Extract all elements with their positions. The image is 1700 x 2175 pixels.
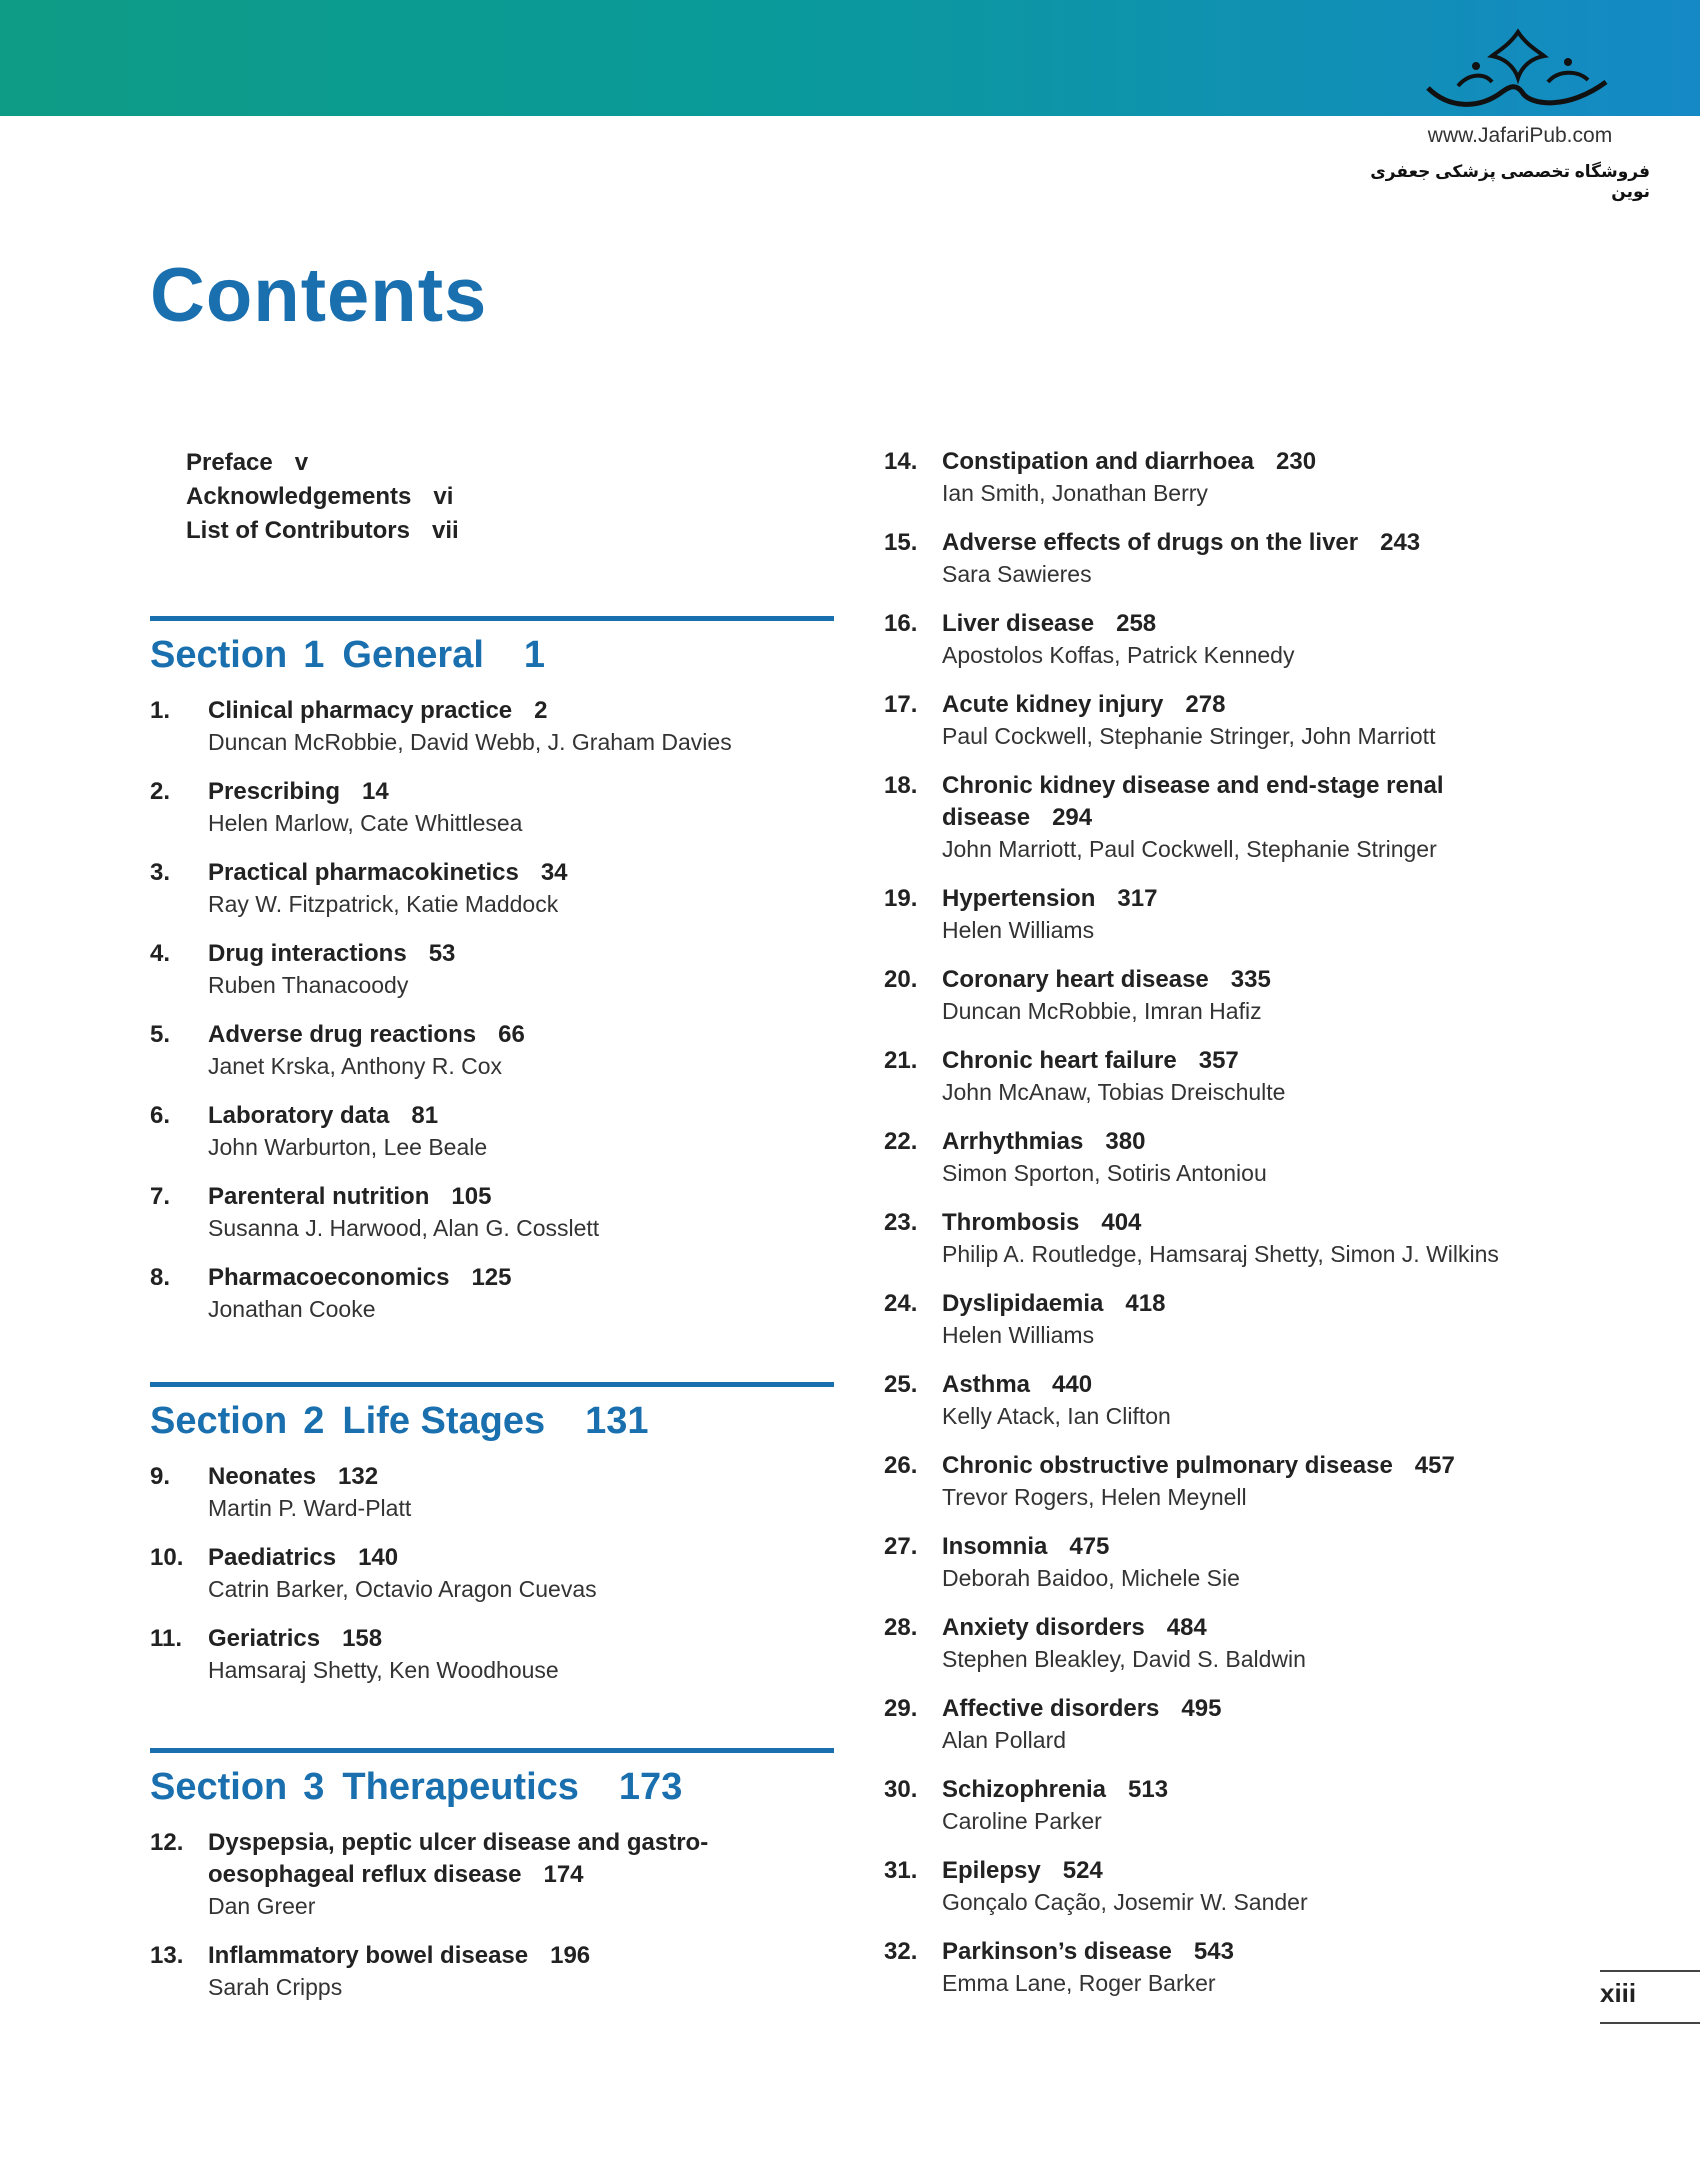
chapter-title: Epilepsy	[942, 1857, 1041, 1884]
chapter-page: 484	[1166, 1614, 1207, 1641]
chapter-authors: Ray W. Fitzpatrick, Katie Maddock	[208, 891, 559, 917]
chapter-entry[interactable]	[150, 1542, 834, 1605]
chapter-title-line: Dyspepsia, peptic ulcer disease and gastro-	[208, 1829, 709, 1856]
chapter-page: 543	[1193, 1938, 1234, 1965]
front-matter-item[interactable]	[186, 514, 459, 548]
chapter-entry[interactable]	[150, 1940, 834, 2003]
chapter-page: 196	[550, 1942, 591, 1969]
chapter-page: 513	[1128, 1776, 1169, 1803]
chapter-page: 258	[1116, 610, 1157, 637]
chapter-authors: Apostolos Koffas, Patrick Kennedy	[942, 642, 1295, 668]
chapter-number: 10.	[150, 1544, 184, 1571]
chapter-number: 32.	[884, 1938, 918, 1965]
chapter-page: 457	[1414, 1452, 1455, 1479]
chapter-title: Acute kidney injury	[942, 691, 1164, 718]
chapter-authors: Duncan McRobbie, Imran Hafiz	[942, 998, 1262, 1024]
chapter-title: Prescribing	[208, 778, 341, 805]
chapter-number: 3.	[150, 859, 171, 886]
front-matter-item[interactable]	[186, 446, 459, 480]
chapter-title: Drug interactions	[208, 940, 407, 967]
chapter-page: 2	[534, 697, 548, 724]
chapter-number: 6.	[150, 1102, 171, 1129]
section-divider	[150, 1382, 834, 1387]
chapter-title: oesophageal reflux disease	[208, 1861, 522, 1888]
chapter-title: Paediatrics	[208, 1544, 337, 1571]
chapter-page: 230	[1276, 448, 1317, 475]
chapter-entry[interactable]	[150, 1181, 834, 1244]
chapter-number: 15.	[884, 529, 918, 556]
chapter-entry[interactable]	[884, 689, 1604, 752]
chapter-page: 524	[1062, 1857, 1103, 1884]
chapter-title: Thrombosis	[942, 1209, 1080, 1236]
chapter-authors: Trevor Rogers, Helen Meynell	[942, 1484, 1247, 1510]
section-page: 1	[523, 634, 546, 676]
chapter-authors: Emma Lane, Roger Barker	[942, 1970, 1216, 1996]
section-divider	[150, 616, 834, 621]
publisher-logo	[1418, 26, 1618, 121]
chapter-entry[interactable]	[884, 446, 1604, 509]
front-matter-item[interactable]	[186, 480, 459, 514]
chapter-page: 53	[428, 940, 456, 967]
chapter-title: Laboratory data	[208, 1102, 390, 1129]
chapter-number: 17.	[884, 691, 918, 718]
chapter-page: 81	[411, 1102, 439, 1129]
chapter-authors: Susanna J. Harwood, Alan G. Cosslett	[208, 1215, 600, 1241]
chapter-authors: John Marriott, Paul Cockwell, Stephanie Stringer	[942, 836, 1437, 862]
chapter-entry[interactable]	[150, 695, 834, 758]
chapter-number: 14.	[884, 448, 918, 475]
chapter-entry[interactable]	[884, 1369, 1604, 1432]
section-heading[interactable]	[150, 1393, 834, 1449]
chapter-authors: Hamsaraj Shetty, Ken Woodhouse	[208, 1657, 559, 1683]
chapter-entry[interactable]	[884, 1288, 1604, 1351]
chapter-authors: Jonathan Cooke	[208, 1296, 376, 1322]
chapter-title: Geriatrics	[208, 1625, 321, 1652]
chapter-entry[interactable]	[884, 1774, 1604, 1837]
chapter-number: 18.	[884, 772, 918, 799]
chapter-number: 11.	[150, 1625, 183, 1652]
chapter-page: 243	[1380, 529, 1421, 556]
page-number-rule	[1600, 1970, 1700, 1972]
chapter-number: 28.	[884, 1614, 918, 1641]
section-2	[150, 1382, 834, 1704]
section-name: General	[342, 634, 484, 676]
chapter-authors: Martin P. Ward-Platt	[208, 1495, 412, 1521]
chapter-authors: John McAnaw, Tobias Dreischulte	[942, 1079, 1286, 1105]
chapter-title: Parkinson’s disease	[942, 1938, 1172, 1965]
chapter-authors: Duncan McRobbie, David Webb, J. Graham Davies	[208, 729, 732, 755]
chapter-entry[interactable]	[884, 1531, 1604, 1594]
front-matter-label: Preface	[186, 449, 273, 476]
chapter-title-line: Chronic kidney disease and end-stage renal	[942, 772, 1444, 799]
chapter-page: 132	[338, 1463, 379, 1490]
chapter-title: Chronic heart failure	[942, 1047, 1177, 1074]
section-1	[150, 616, 834, 1343]
chapter-page: 335	[1230, 966, 1271, 993]
chapter-entry[interactable]	[884, 1936, 1604, 1999]
chapter-title: disease	[942, 804, 1031, 831]
chapter-page: 317	[1117, 885, 1158, 912]
front-matter-page: v	[294, 449, 309, 476]
chapter-number: 16.	[884, 610, 918, 637]
chapter-authors: Catrin Barker, Octavio Aragon Cuevas	[208, 1576, 597, 1602]
chapter-entry[interactable]	[884, 770, 1604, 865]
chapter-title: Clinical pharmacy practice	[208, 697, 513, 724]
chapter-authors: Simon Sporton, Sotiris Antoniou	[942, 1160, 1267, 1186]
chapter-entry[interactable]	[150, 857, 834, 920]
chapter-number: 27.	[884, 1533, 918, 1560]
chapter-title: Pharmacoeconomics	[208, 1264, 450, 1291]
chapter-title: Constipation and diarrhoea	[942, 448, 1255, 475]
chapter-title: Hypertension	[942, 885, 1096, 912]
chapter-page: 357	[1198, 1047, 1239, 1074]
chapter-entry[interactable]	[150, 1100, 834, 1163]
chapter-authors: Ruben Thanacoody	[208, 972, 409, 998]
section-label: Section	[150, 1400, 288, 1442]
section-number: 1	[303, 634, 325, 676]
chapter-number: 22.	[884, 1128, 918, 1155]
section-page: 173	[618, 1766, 683, 1808]
chapter-number: 2.	[150, 778, 171, 805]
chapter-entry[interactable]	[150, 1827, 834, 1922]
chapter-page: 418	[1125, 1290, 1166, 1317]
page-number: xiii	[1600, 1978, 1637, 2008]
chapter-number: 26.	[884, 1452, 918, 1479]
section-heading[interactable]	[150, 627, 834, 683]
chapter-authors: Alan Pollard	[942, 1727, 1067, 1753]
chapter-title: Neonates	[208, 1463, 317, 1490]
chapter-page: 158	[342, 1625, 383, 1652]
chapter-page: 66	[498, 1021, 525, 1048]
chapter-number: 7.	[150, 1183, 171, 1210]
chapter-authors: Sara Sawieres	[942, 561, 1092, 587]
chapter-entry[interactable]	[884, 1045, 1604, 1108]
chapter-number: 9.	[150, 1463, 171, 1490]
chapter-number: 19.	[884, 885, 918, 912]
chapter-title: Parenteral nutrition	[208, 1183, 430, 1210]
front-matter-page: vii	[431, 517, 459, 544]
front-matter-page: vi	[433, 483, 454, 510]
section-label: Section	[150, 1766, 288, 1808]
chapter-authors: Philip A. Routledge, Hamsaraj Shetty, Simon J. Wilkins	[942, 1241, 1499, 1267]
chapter-title: Inflammatory bowel disease	[208, 1942, 529, 1969]
chapter-page: 140	[358, 1544, 399, 1571]
chapter-authors: Kelly Atack, Ian Clifton	[942, 1403, 1171, 1429]
chapter-title: Coronary heart disease	[942, 966, 1209, 993]
chapter-number: 13.	[150, 1942, 184, 1969]
chapter-number: 20.	[884, 966, 918, 993]
chapter-page: 380	[1105, 1128, 1146, 1155]
chapter-number: 31.	[884, 1857, 918, 1884]
chapter-entry[interactable]	[150, 1262, 834, 1325]
chapter-title: Chronic obstructive pulmonary disease	[942, 1452, 1393, 1479]
chapter-authors: Dan Greer	[208, 1893, 316, 1919]
chapter-number: 29.	[884, 1695, 918, 1722]
chapter-page: 495	[1181, 1695, 1222, 1722]
chapter-entry[interactable]	[150, 1019, 834, 1082]
chapter-title: Dyslipidaemia	[942, 1290, 1104, 1317]
chapter-title: Adverse effects of drugs on the liver	[942, 529, 1359, 556]
chapter-number: 12.	[150, 1829, 184, 1856]
chapter-page: 440	[1052, 1371, 1093, 1398]
page-title: Contents	[150, 253, 488, 338]
chapter-authors: Gonçalo Cação, Josemir W. Sander	[942, 1889, 1308, 1915]
chapter-title: Anxiety disorders	[942, 1614, 1145, 1641]
chapter-authors: John Warburton, Lee Beale	[208, 1134, 488, 1160]
site-tagline: فروشگاه تخصصی پزشکی جعفری نوین	[1370, 162, 1650, 201]
section-page: 131	[585, 1400, 649, 1442]
chapter-authors: Sarah Cripps	[208, 1974, 343, 2000]
chapter-title: Asthma	[942, 1371, 1031, 1398]
chapter-number: 8.	[150, 1264, 171, 1291]
chapter-number: 25.	[884, 1371, 918, 1398]
chapter-authors: Caroline Parker	[942, 1808, 1102, 1834]
section-heading[interactable]	[150, 1759, 834, 1815]
chapter-page: 278	[1185, 691, 1226, 718]
chapter-page: 105	[451, 1183, 492, 1210]
chapter-title: Schizophrenia	[942, 1776, 1107, 1803]
chapter-authors: Paul Cockwell, Stephanie Stringer, John Marriott	[942, 723, 1436, 749]
section-number: 2	[303, 1400, 325, 1442]
chapter-title: Arrhythmias	[942, 1128, 1084, 1155]
section-name: Therapeutics	[342, 1766, 579, 1808]
chapter-entry[interactable]	[884, 608, 1604, 671]
front-matter-list	[186, 446, 459, 548]
chapter-title: Practical pharmacokinetics	[208, 859, 519, 886]
section-label: Section	[150, 634, 288, 676]
chapter-page: 475	[1069, 1533, 1110, 1560]
chapter-number: 21.	[884, 1047, 918, 1074]
chapter-authors: Helen Williams	[942, 1322, 1095, 1348]
chapter-authors: Helen Marlow, Cate Whittlesea	[208, 810, 523, 836]
chapter-authors: Ian Smith, Jonathan Berry	[942, 480, 1208, 506]
chapter-entry[interactable]	[884, 1207, 1604, 1270]
chapter-entry[interactable]	[150, 1623, 834, 1686]
section-name: Life Stages	[342, 1400, 546, 1442]
section-3	[150, 1748, 834, 2021]
chapter-number: 23.	[884, 1209, 918, 1236]
chapter-page: 174	[543, 1861, 584, 1888]
front-matter-label: Acknowledgements	[186, 483, 412, 510]
chapter-title: Liver disease	[942, 610, 1095, 637]
chapter-page: 294	[1052, 804, 1093, 831]
chapter-title: Affective disorders	[942, 1695, 1160, 1722]
chapter-number: 5.	[150, 1021, 171, 1048]
chapter-entry[interactable]	[884, 1450, 1604, 1513]
site-url[interactable]: www.JafariPub.com	[1427, 124, 1613, 147]
chapter-entry[interactable]	[884, 883, 1604, 946]
chapter-page: 34	[540, 859, 568, 886]
chapter-entry[interactable]	[884, 1693, 1604, 1756]
chapter-authors: Deborah Baidoo, Michele Sie	[942, 1565, 1240, 1591]
chapter-authors: Janet Krska, Anthony R. Cox	[208, 1053, 503, 1079]
chapter-number: 30.	[884, 1776, 918, 1803]
chapter-title: Adverse drug reactions	[208, 1021, 477, 1048]
chapter-entry[interactable]	[884, 1855, 1604, 1918]
right-column-chapters	[884, 446, 1604, 2017]
chapter-title: Insomnia	[942, 1533, 1048, 1560]
front-matter-label: List of Contributors	[186, 517, 410, 544]
chapter-number: 4.	[150, 940, 171, 967]
chapter-page: 14	[362, 778, 389, 805]
section-divider	[150, 1748, 834, 1753]
chapter-page: 125	[471, 1264, 512, 1291]
chapter-page: 404	[1101, 1209, 1142, 1236]
chapter-number: 1.	[150, 697, 171, 724]
chapter-entry[interactable]	[884, 964, 1604, 1027]
chapter-entry[interactable]	[150, 776, 834, 839]
chapter-entry[interactable]	[150, 1461, 834, 1524]
section-number: 3	[303, 1766, 325, 1808]
chapter-authors: Helen Williams	[942, 917, 1095, 943]
chapter-entry[interactable]	[884, 1126, 1604, 1189]
chapter-number: 24.	[884, 1290, 918, 1317]
chapter-entry[interactable]	[884, 1612, 1604, 1675]
chapter-entry[interactable]	[884, 527, 1604, 590]
chapter-authors: Stephen Bleakley, David S. Baldwin	[942, 1646, 1306, 1672]
page-number-rule	[1600, 2022, 1700, 2024]
chapter-entry[interactable]	[150, 938, 834, 1001]
